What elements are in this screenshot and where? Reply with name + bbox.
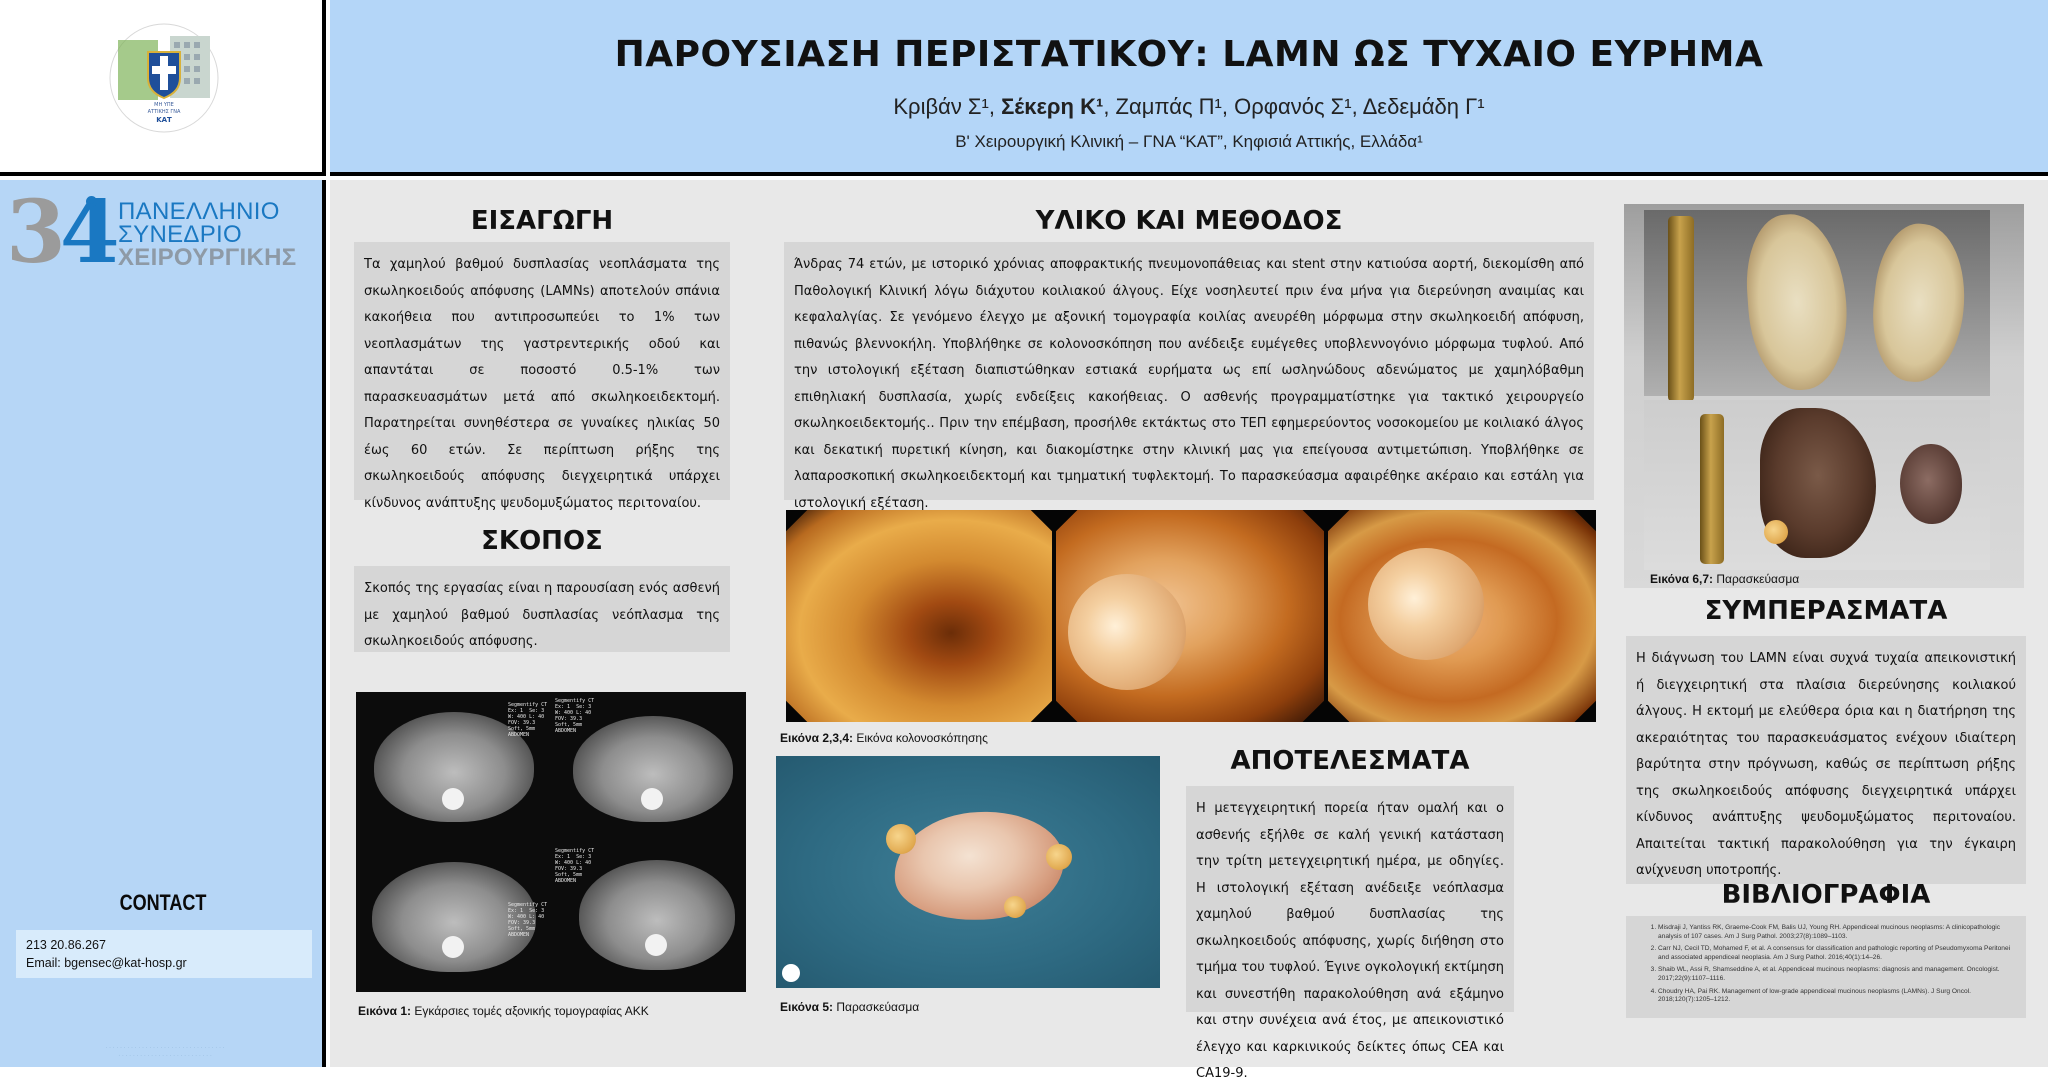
contact-phone: 213 20.86.267 xyxy=(26,938,106,952)
colonoscopy-image-2 xyxy=(786,510,1052,722)
hospital-logo-text-2: ΑΤΤΙΚΗΣ ΓΝΑ xyxy=(147,109,181,115)
congress-number: 34 xyxy=(6,182,114,283)
reference-item: 1. Misdraji J, Yantiss RK, Graeme-Cook FM, Balis UJ, Young RH. Appendiceal mucinous neoplasms: A clinicopathologic analysis of 107 cases. Am J Surg Pathol. 2003;27(8):1089–1103. xyxy=(1658,924,2016,941)
specimen-photo-6-7 xyxy=(1624,204,2024,588)
hospital-logo-text-3: ΚΑΤ xyxy=(156,116,172,124)
fig67-caption: Εικόνα 6,7: Παρασκεύασμα xyxy=(1650,572,1800,586)
specimen-photo-6 xyxy=(1644,210,1990,396)
presenting-author: Σέκερη Κ¹ xyxy=(1001,94,1104,119)
references-list xyxy=(1626,916,2026,1018)
congress-line-2: ΣΥΝΕΔΡΙΟ xyxy=(118,221,242,248)
colonoscopy-figure xyxy=(786,510,1596,722)
poster-content xyxy=(330,180,2048,1081)
ct-slice-3: Segmentify CT Ex: 1 Se: 3 W: 400 L: 40 FOV: 39.3 Soft, 5mm ABDOMEN xyxy=(356,842,551,992)
sidebar-faint-footer: · · · · · · · · · · · · · · · · · · · · · · · · · · · · · · · · · · · · · · · · · · · · · · · · · · · · · · · · · · · xyxy=(105,1045,225,1059)
hospital-logo-box xyxy=(0,0,326,176)
results-heading: ΑΠΟΤΕΛΕΣΜΑΤΑ xyxy=(1230,746,1470,776)
hospital-logo-text-1: ΜΗ ΥΠΕ xyxy=(154,102,174,108)
poster-header xyxy=(330,0,2048,176)
intro-heading: ΕΙΣΑΓΩΓΗ xyxy=(470,206,614,236)
congress-logo xyxy=(6,182,322,283)
fig1-caption: Εικόνα 1: Εγκάρσιες τομές αξονικής τομογραφίας ΑΚΚ xyxy=(358,1004,649,1018)
conclusions-text: Η διάγνωση του LAMN είναι συχνά τυχαία απεικονιστική ή διεγχειρητική στα πλαίσια διερεύνησης κοιλιακού άλγους. Η εκτομή με ελεύθερα όρια και η διατήρηση της ακεραιότητας του παρασκευάσματος ενέχουν ιδιαίτερη βαρύτητα στην πρόγνωση, καθώς σε περίπτωση ρήξης της σκωληκοειδούς απόφυσης διεγχειρητικά υπάρχει κίνδυνος ανάπτυξης ψευδομυξώματος περιτοναίου. Απαιτείται τακτική παρακολούθηση για την έγκαιρη ανίχνευση υποτροπής. xyxy=(1626,636,2026,884)
authors-post: , Ζαμπάς Π¹, Ορφανός Σ¹, Δεδεμάδη Γ¹ xyxy=(1103,94,1485,119)
congress-line-3: ΧΕΙΡΟΥΡΓΙΚΗΣ xyxy=(118,244,297,271)
contact-title: CONTACT xyxy=(119,890,207,915)
ruler-icon xyxy=(1700,414,1724,564)
reference-item: 2. Carr NJ, Cecil TD, Mohamed F, et al. A consensus for classification and pathologic reporting of Pseudomyxoma Peritonei and associated appendiceal neoplasia. Am J Surg Pathol. 2016;40(1):14–26. xyxy=(1658,945,2016,962)
specimen-photo-5 xyxy=(776,756,1160,988)
authors-line xyxy=(330,94,2048,120)
contact-email[interactable]: Email: bgensec@kat-hosp.gr xyxy=(26,956,187,970)
ct-slice-1: Segmentify CT Ex: 1 Se: 3 W: 400 L: 40 FOV: 39.3 Soft, 5mm ABDOMEN xyxy=(356,692,551,842)
specimen-appendix xyxy=(889,803,1069,928)
ct-slice-4: Segmentify CT Ex: 1 Se: 3 W: 400 L: 40 FOV: 39.3 Soft, 5mm ABDOMEN xyxy=(551,842,746,992)
contact-box xyxy=(16,930,312,978)
congress-line-1: ΠΑΝΕΛΛΗΝΙΟ xyxy=(118,198,280,225)
hospital-logo xyxy=(108,22,220,134)
watermark-dot-icon xyxy=(782,964,800,982)
degree-symbol-icon xyxy=(86,196,97,207)
poster-title: ΠΑΡΟΥΣΙΑΣΗ ΠΕΡΙΣΤΑΤΙΚΟΥ: LAMN ΩΣ ΤΥΧΑΙΟ ΕΥΡΗΜΑ xyxy=(614,34,1764,75)
specimen-photo-7 xyxy=(1644,400,1990,570)
colonoscopy-image-3 xyxy=(1056,510,1324,722)
authors-pre: Κριβάν Σ¹, xyxy=(893,94,1002,119)
references-heading: ΒΙΒΛΙΟΓΡΑΦΙΑ xyxy=(1721,880,1931,910)
sidebar xyxy=(0,180,326,1067)
aim-text: Σκοπός της εργασίας είναι η παρουσίαση ενός ασθενή με χαμηλού βαθμού δυσπλασίας νεόπλασμα της σκωληκοειδούς απόφυσης. xyxy=(354,566,730,652)
polyp-icon xyxy=(1068,574,1186,690)
ct-slice-2: Segmentify CT Ex: 1 Se: 3 W: 400 L: 40 FOV: 39.3 Soft, 5mm ABDOMEN xyxy=(551,692,746,842)
reference-item: 4. Choudry HA, Pai RK. Management of low-grade appendiceal mucinous neoplasms (LAMNs). J Surg Oncol. 2018;120(7):1205–1212. xyxy=(1658,988,2016,1005)
colonoscopy-image-4 xyxy=(1328,510,1596,722)
ct-scan-figure xyxy=(356,692,746,992)
polyp-icon xyxy=(1368,548,1484,660)
intro-text: Τα χαμηλού βαθμού δυσπλασίας νεοπλάσματα της σκωληκοειδούς απόφυσης (LAMNs) αποτελούν σπάνια κακοήθεια που αντιπροσωπεύει το 1% των νεοπλασμάτων της γαστρεντερικής οδού και απαντάται σε ποσοστό 0.5-1% των παρασκευασμάτων μετά από σκωληκοειδεκτομή. Παρατηρείται συνηθέστερα σε γυναίκες ηλικίας 50 έως 60 ετών. Σε περίπτωση ρήξης της σκωληκοειδούς απόφυσης διεγχειρητικά υπάρχει κίνδυνος ανάπτυξης ψευδομυξώματος περιτοναίου. xyxy=(354,242,730,500)
conclusions-heading: ΣΥΜΠΕΡΑΣΜΑΤΑ xyxy=(1704,596,1948,626)
methods-heading: ΥΛΙΚΟ ΚΑΙ ΜΕΘΟΔΟΣ xyxy=(1035,206,1343,236)
methods-text: Άνδρας 74 ετών, με ιστορικό χρόνιας αποφρακτικής πνευμονοπάθειας και stent στην κατιούσα αορτή, διεκομίσθη από Παθολογική Κλινική λόγω διάχυτου κοιλιακού άλγους. Είχε νοσηλευτεί πριν ένα μήνα για διερεύνηση αναιμίας και κεφαλαλγίας. Σε γενόμενο έλεγχο με αξονική τομογραφία κοιλίας ανευρέθη μόρφωμα στην σκωληκοειδή απόφυση, πιθανώς βλεννοκήλη. Υποβλήθηκε σε κολονοσκόπηση που ανέδειξε ευμέγεθες υποβλεννογόνιο μόρφωμα τυφλού. Από την ιστολογική εξέταση διαπιστώθηκαν εστιακά ευρήματα ως επί ωσληνώδους αδενώματος με χαμηλόβαθμη επιθηλιακή δυσπλασία, χωρίς ενδείξεις κακοήθειας. Ο ασθενής προγραμματίστηκε για τακτικό χειρουργείο σκωληκοειδεκτομής.. Πριν την επέμβαση, προσήλθε εκτάκτως στο ΤΕΠ εφημερεύοντος νοσοκομείου με κοιλιακό άλγος και δεκατική πυρετική κίνηση, και διακομίστηκε στην κλινική μας για επείγουσα αντιμετώπιση. Υποβλήθηκε σε λαπαροσκοπική σκωληκοειδεκτομή και τμηματική τυφλεκτομή. Το παρασκεύασμα αφαιρέθηκε ακέραιο και εστάλη για ιστολογική εξέταση. xyxy=(784,242,1594,500)
fig5-caption: Εικόνα 5: Παρασκεύασμα xyxy=(780,1000,920,1014)
ruler-icon xyxy=(1668,216,1694,402)
aim-heading: ΣΚΟΠΟΣ xyxy=(481,526,603,556)
affiliation: Β' Χειρουργική Κλινική – ΓΝΑ “ΚΑΤ”, Κηφισιά Αττικής, Ελλάδα¹ xyxy=(955,132,1423,151)
fig234-caption: Εικόνα 2,3,4: Εικόνα κολονοσκόπησης xyxy=(780,731,988,745)
results-text: Η μετεγχειρητική πορεία ήταν ομαλή και ο ασθενής εξήλθε σε καλή γενική κατάσταση την τρίτη μετεγχειρητική ημέρα, με οδηγίες. Η ιστολογική εξέταση ανέδειξε νεόπλασμα χαμηλού βαθμού δυσπλασίας της σκωληκοειδούς απόφυσης, χωρίς διήθηση στο τμήμα του τυφλού. Έγινε ογκολογική εκτίμηση και συνεστήθη παρακολούθηση ανά εξάμηνο και στην συνέχεια ανά έτος, με απεικονιστικό έλεγχο και καρκινικούς δείκτες όπως CEA και CA19-9. xyxy=(1186,786,1514,1012)
reference-item: 3. Shaib WL, Assi R, Shamseddine A, et al. Appendiceal mucinous neoplasms: diagnosis and management. Oncologist. 2017;22(9):1107–1116. xyxy=(1658,966,2016,983)
